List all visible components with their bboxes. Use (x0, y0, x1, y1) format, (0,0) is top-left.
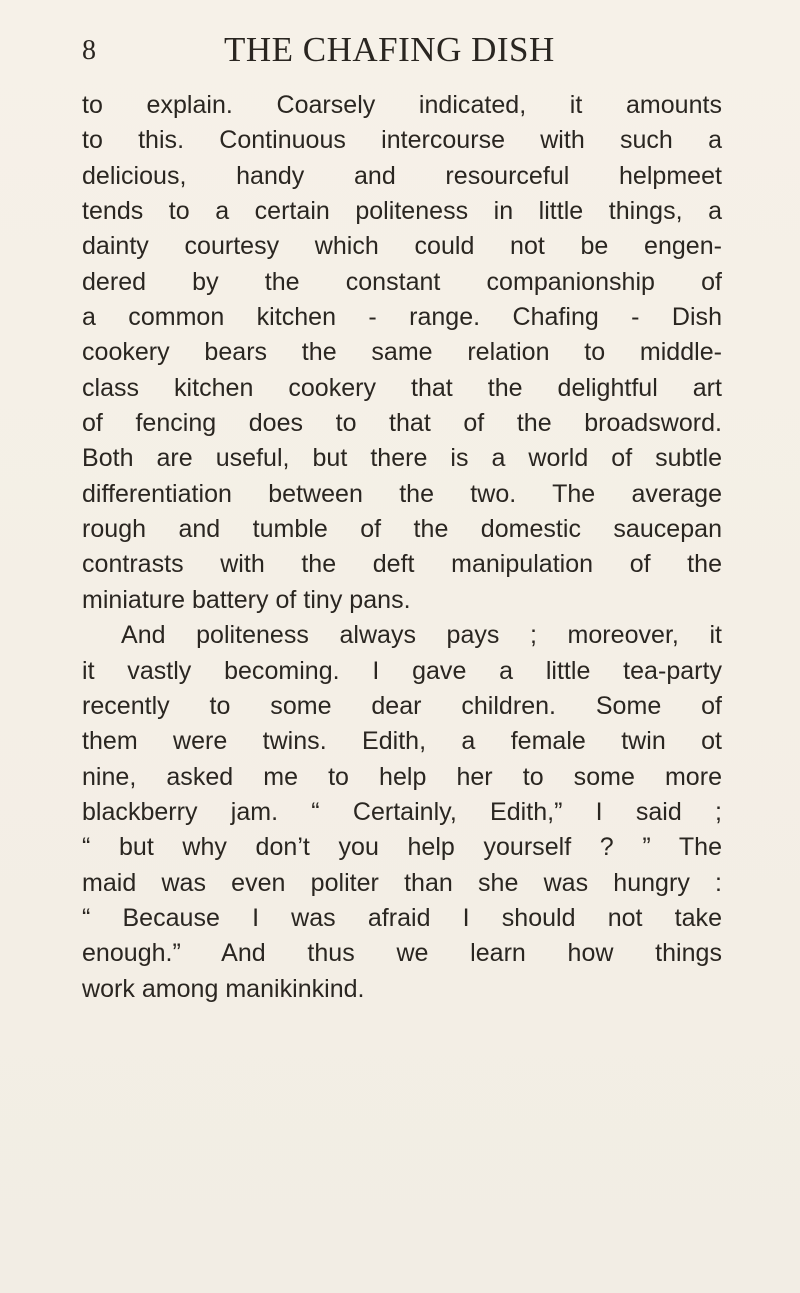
text-line: And politeness always pays ; moreover, it (121, 621, 722, 650)
text-line: cookery bears the same relation to middle- (82, 338, 722, 367)
text-line: delicious, handy and resourceful helpmeet (82, 161, 722, 190)
text-line: dainty courtesy which could not be engen- (82, 232, 722, 261)
text-line: miniature battery of tiny pans. (82, 585, 411, 614)
text-line: differentiation between the two. The average (82, 479, 722, 508)
page-number: 8 (82, 35, 96, 66)
text-line: nine, asked me to help her to some more (82, 762, 722, 791)
text-line: “ but why don’t you help yourself ? ” The (82, 833, 722, 862)
text-line: maid was even politer than she was hungry : (82, 868, 722, 897)
text-line: “ Because I was afraid I should not take (82, 903, 722, 932)
text-line: tends to a certain politeness in little things, a (82, 197, 722, 226)
text-line: of fencing does to that of the broadsword. (82, 409, 722, 438)
text-line: contrasts with the deft manipulation of the (82, 550, 722, 579)
text-line: it vastly becoming. I gave a little tea-party (82, 656, 722, 685)
text-line: class kitchen cookery that the delightful art (82, 373, 722, 402)
body-text (82, 88, 722, 1007)
running-head (82, 30, 722, 74)
text-line: rough and tumble of the domestic saucepan (82, 515, 722, 544)
text-line: blackberry jam. “ Certainly, Edith,” I said ; (82, 797, 722, 826)
text-line: a common kitchen - range. Chafing - Dish (82, 303, 722, 332)
text-line: to this. Continuous intercourse with such a (82, 126, 722, 155)
text-line: recently to some dear children. Some of (82, 691, 722, 720)
text-line: dered by the constant companionship of (82, 267, 722, 296)
text-line: them were twins. Edith, a female twin ot (82, 727, 722, 756)
running-title: THE CHAFING DISH (224, 30, 555, 69)
text-line: to explain. Coarsely indicated, it amounts (82, 91, 722, 119)
text-line: Both are useful, but there is a world of subtle (82, 444, 722, 473)
text-line: enough.” And thus we learn how things (82, 939, 722, 968)
text-line: work among manikinkind. (82, 974, 365, 1003)
